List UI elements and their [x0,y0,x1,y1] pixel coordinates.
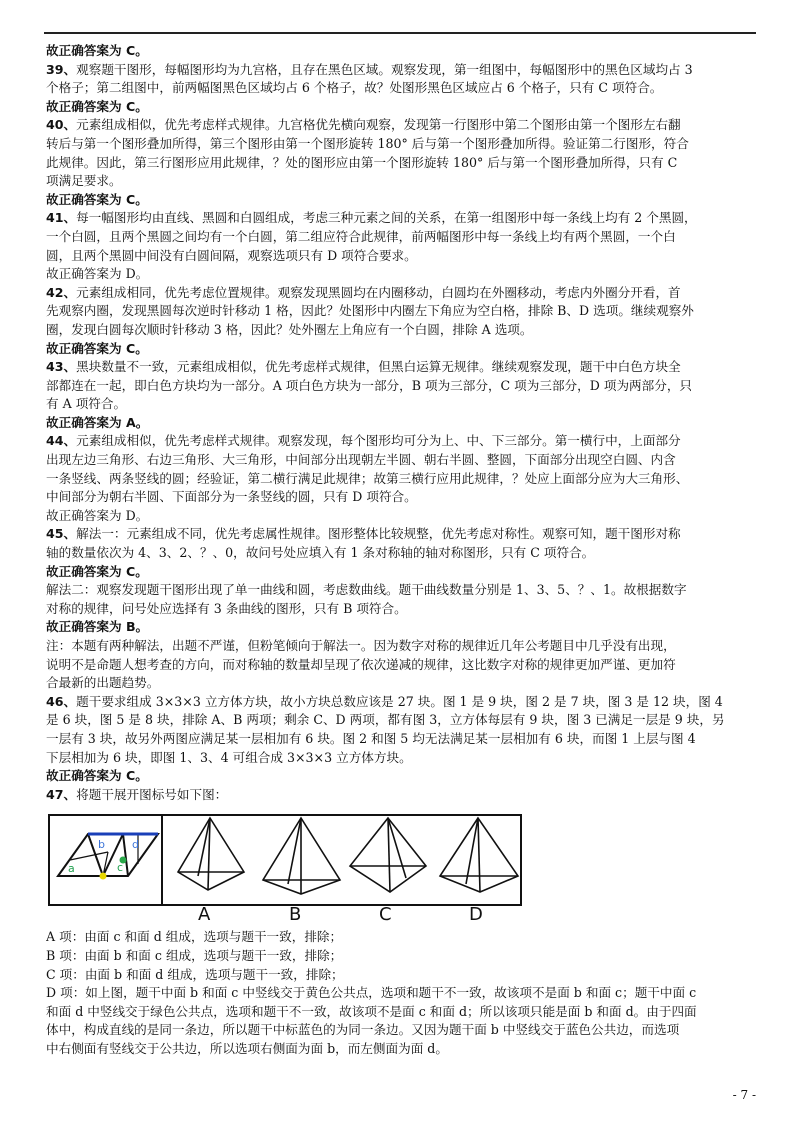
option-c-pyramid [350,818,426,892]
body-text: 部都连在一起，即白色方块均为一部分。A 项白色方块为一部分，B 项为三部分，C 项为三部分，D 项为两部分，只 [46,377,693,393]
bold-text: 45、 [46,526,77,542]
text-line [46,693,756,712]
text-line [46,749,756,768]
body-text: 轴的数量依次为 4、3、2、？、0，故问号处应填入有 1 条对称轴的轴对称图形，只有 C 项符合。 [46,545,595,561]
net-label-a: a [68,862,75,876]
text-line [46,563,756,582]
text-line [46,265,756,284]
text-line [46,1021,756,1040]
net-label-d: d [132,838,139,852]
bold-text: 43、 [46,359,77,375]
text-line [46,1003,756,1022]
body-text: 项满足要求。 [46,173,122,189]
yellow-point [100,873,107,880]
body-text: 一个白圆，且两个黑圆之间均有一个白圆，第二组应符合此规律，前两幅图形中每一条线上均有两个黑圆，一个白 [46,228,676,244]
body-text: 解法二：观察发现题干图形出现了单一曲线和圆，考虑数曲线。题干曲线数量分别是 1、3、5、？、1。故根据数字 [46,582,687,598]
body-text: 此规律。因此，第三行图形应用此规律，？处的图形应由第一个图形旋转 180° 后与第一个图形叠加所得，只有 C [46,154,678,170]
body-text: 黑块数量不一致，元素组成相似，优先考虑样式规律，但黑白运算无规律。继续观察发现，题干中白色方块全 [76,359,681,375]
text-line [46,302,756,321]
bold-text: 47、 [46,786,77,802]
text-line [46,581,756,600]
body-text: 说明不是命题人想考查的方向，而对称轴的数量却呈现了依次递减的规律，这比数字对称的规律更加严谨、更加符 [46,656,676,672]
text-line [46,432,756,451]
text-line [46,507,756,526]
text-line [46,600,756,619]
bold-text: 42、 [46,284,77,300]
bold-text: 44、 [46,433,77,449]
text-line [46,79,756,98]
text-line [46,395,756,414]
body-text: 观察题干图形，每幅图形均为九宫格，且存在黑色区域。观察发现，第一组图中，每幅图形中的黑色区域均占 3 [76,61,693,77]
bold-text: 41、 [46,210,77,226]
body-text: 出现左边三角形、右边三角形、大三角形，中间部分出现朝左半圆、朝右半圆、整圆，下面部分出现空白圆、内含 [46,452,676,468]
body-text: 有 A 项符合。 [46,396,127,412]
explanation-text-block [46,928,756,1058]
body-text: 元素组成相似，优先考虑样式规律。九宫格优先横向观察，发现第一行图形中第二个图形由第一个图形左右翻 [76,117,681,133]
body-text: 个格子；第二组图中，前两幅图黑色区域均占 6 个格子，故？处图形黑色区域应占 6 个格子，只有 C 项符合。 [46,80,663,96]
option-d-pyramid [440,818,518,892]
body-text: 每一幅图形均由直线、黑圆和白圆组成，考虑三种元素之间的关系，在第一组图形中每一条线上均有 2 个黑圆， [76,210,697,226]
bold-text: 故正确答案为 C。 [46,563,148,579]
text-line [46,637,756,656]
body-text: 转后与第一个图形叠加所得，第三个图形由第一个图形旋转 180° 后与第一个图形叠加所得。验证第二行图形，符合 [46,135,689,151]
body-text: D 项：如上图，题干中面 b 和面 c 中竖线交于黄色公共点，选项和题干不一致，故该项不是面 b 和面 c；题干中面 c [46,985,697,1001]
text-line [46,525,756,544]
option-label-d: D [469,904,483,926]
text-line [46,1040,756,1059]
text-line [46,340,756,359]
tetrahedron-figure [46,810,546,928]
text-line [46,154,756,173]
option-b-pyramid [263,818,340,894]
bold-text: 40、 [46,117,77,133]
text-line [46,656,756,675]
bold-text: 故正确答案为 B。 [46,619,149,635]
text-line [46,42,756,61]
text-line [46,414,756,433]
text-line [46,928,756,947]
text-line [46,470,756,489]
text-line [46,947,756,966]
body-text: 下层相加为 6 块，即图 1、3、4 可组合成 3×3×3 立方体方块。 [46,749,412,765]
text-line [46,209,756,228]
text-line [46,172,756,191]
text-line [46,98,756,117]
option-label-a: A [198,904,211,926]
body-text: 故正确答案为 D。 [46,266,149,282]
body-text: 先观察内圈，发现黑圆每次逆时针移动 1 格，因此？处图形中内圈左下角应为空白格，排除 B、D 选项。继续观察外 [46,303,694,319]
text-line [46,488,756,507]
bold-text: 故正确答案为 C。 [46,191,148,207]
body-text: 中间部分为朝右半圆、下面部分为一条竖线的圆，只有 D 项符合。 [46,489,417,505]
text-line [46,116,756,135]
text-line [46,321,756,340]
bold-text: 46、 [46,693,77,709]
body-text: 和面 d 中竖线交于绿色公共点，选项和题干不一致，故该项不是面 c 和面 d；所以该项只能是面 b 和面 d。由于四面 [46,1003,697,1019]
figure-drawing [48,814,528,910]
bold-text: 故正确答案为 C。 [46,768,148,784]
page-number: - 7 - [732,1088,756,1102]
text-line [46,284,756,303]
body-text: 一条竖线、两条竖线的圆；经验证，第二横行满足此规律；故第三横行应用此规律，？处应上面部分应为大三角形、 [46,470,689,486]
bold-text: 39、 [46,61,77,77]
body-text: 是 6 块，图 5 是 8 块，排除 A、B 两项；剩余 C、D 两项，都有图 3，立方体每层有 9 块，图 3 已满足一层是 9 块，另 [46,712,725,728]
text-line [46,544,756,563]
body-text: 对称的规律，问号处应选择有 3 条曲线的图形，只有 B 项符合。 [46,600,407,616]
option-a-pyramid [178,818,244,890]
text-line [46,135,756,154]
body-text: 圈，发现白圆每次顺时针移动 3 格，因此？处外圈左上角应有一个白圆，排除 A 选项。 [46,321,533,337]
bold-text: 故正确答案为 C。 [46,98,148,114]
text-line [46,358,756,377]
text-line [46,618,756,637]
body-text: C 项：由面 b 和面 d 组成，选项与题干一致，排除； [46,966,344,982]
body-text: 合最新的出题趋势。 [46,675,160,691]
body-text: 题干要求组成 3×3×3 立方体方块，故小方块总数应该是 27 块。图 1 是 9 块，图 2 是 7 块，图 3 是 12 块，图 4 [76,693,723,709]
body-text: 一层有 3 块，故另外两图应满足某一层相加有 6 块。图 2 和图 5 均无法满足某一层相加有 6 块，而图 1 上层与图 4 [46,730,696,746]
text-line [46,61,756,80]
body-text: 元素组成相同，优先考虑位置规律。观察发现黑圆均在内圈移动，白圆均在外圈移动，考虑内外圈分开看，首 [76,284,681,300]
bold-text: 故正确答案为 A。 [46,414,149,430]
text-line [46,247,756,266]
text-line [46,711,756,730]
body-text: 元素组成相似，优先考虑样式规律。观察发现，每个图形均可分为上、中、下三部分。第一横行中，上面部分 [76,433,681,449]
option-label-b: B [289,904,302,926]
body-text: 体中，构成直线的是同一条边，所以题干中标蓝色的为同一条边。又因为题干面 b 中竖线交于蓝色公共边，而选项 [46,1022,680,1038]
text-line [46,767,756,786]
text-line [46,451,756,470]
body-text: B 项：由面 b 和面 c 组成，选项与题干一致，排除； [46,947,343,963]
text-line [46,377,756,396]
body-text: 故正确答案为 D。 [46,507,149,523]
text-line [46,984,756,1003]
net-label-b: b [98,838,105,852]
text-line [46,786,756,805]
text-line [46,966,756,985]
answer-text-block [46,42,756,804]
body-text: 圆，且两个黑圆中间没有白圆间隔，观察选项只有 D 项符合要求。 [46,247,417,263]
body-text: 注：本题有两种解法，出题不严谨，但粉笔倾向于解法一。因为数字对称的规律近几年公考题目中几乎没有出现， [46,638,676,653]
body-text: 中右侧面有竖线交于公共边，所以选项右侧面为面 b，而左侧面为面 d。 [46,1040,448,1056]
text-line [46,191,756,210]
net-label-c: c [117,861,124,875]
option-label-c: C [379,904,392,926]
bold-text: 故正确答案为 C。 [46,340,148,356]
page-content [46,42,756,1059]
text-line [46,228,756,247]
body-text: 将题干展开图标号如下图： [76,786,228,802]
body-text: 解法一：元素组成不同，优先考虑属性规律。图形整体比较规整，优先考虑对称性。观察可知，题干图形对称 [76,526,681,542]
top-rule [44,32,756,34]
text-line [46,674,756,693]
text-line [46,730,756,749]
bold-text: 故正确答案为 C。 [46,43,148,58]
body-text: A 项：由面 c 和面 d 组成，选项与题干一致，排除； [46,929,343,945]
